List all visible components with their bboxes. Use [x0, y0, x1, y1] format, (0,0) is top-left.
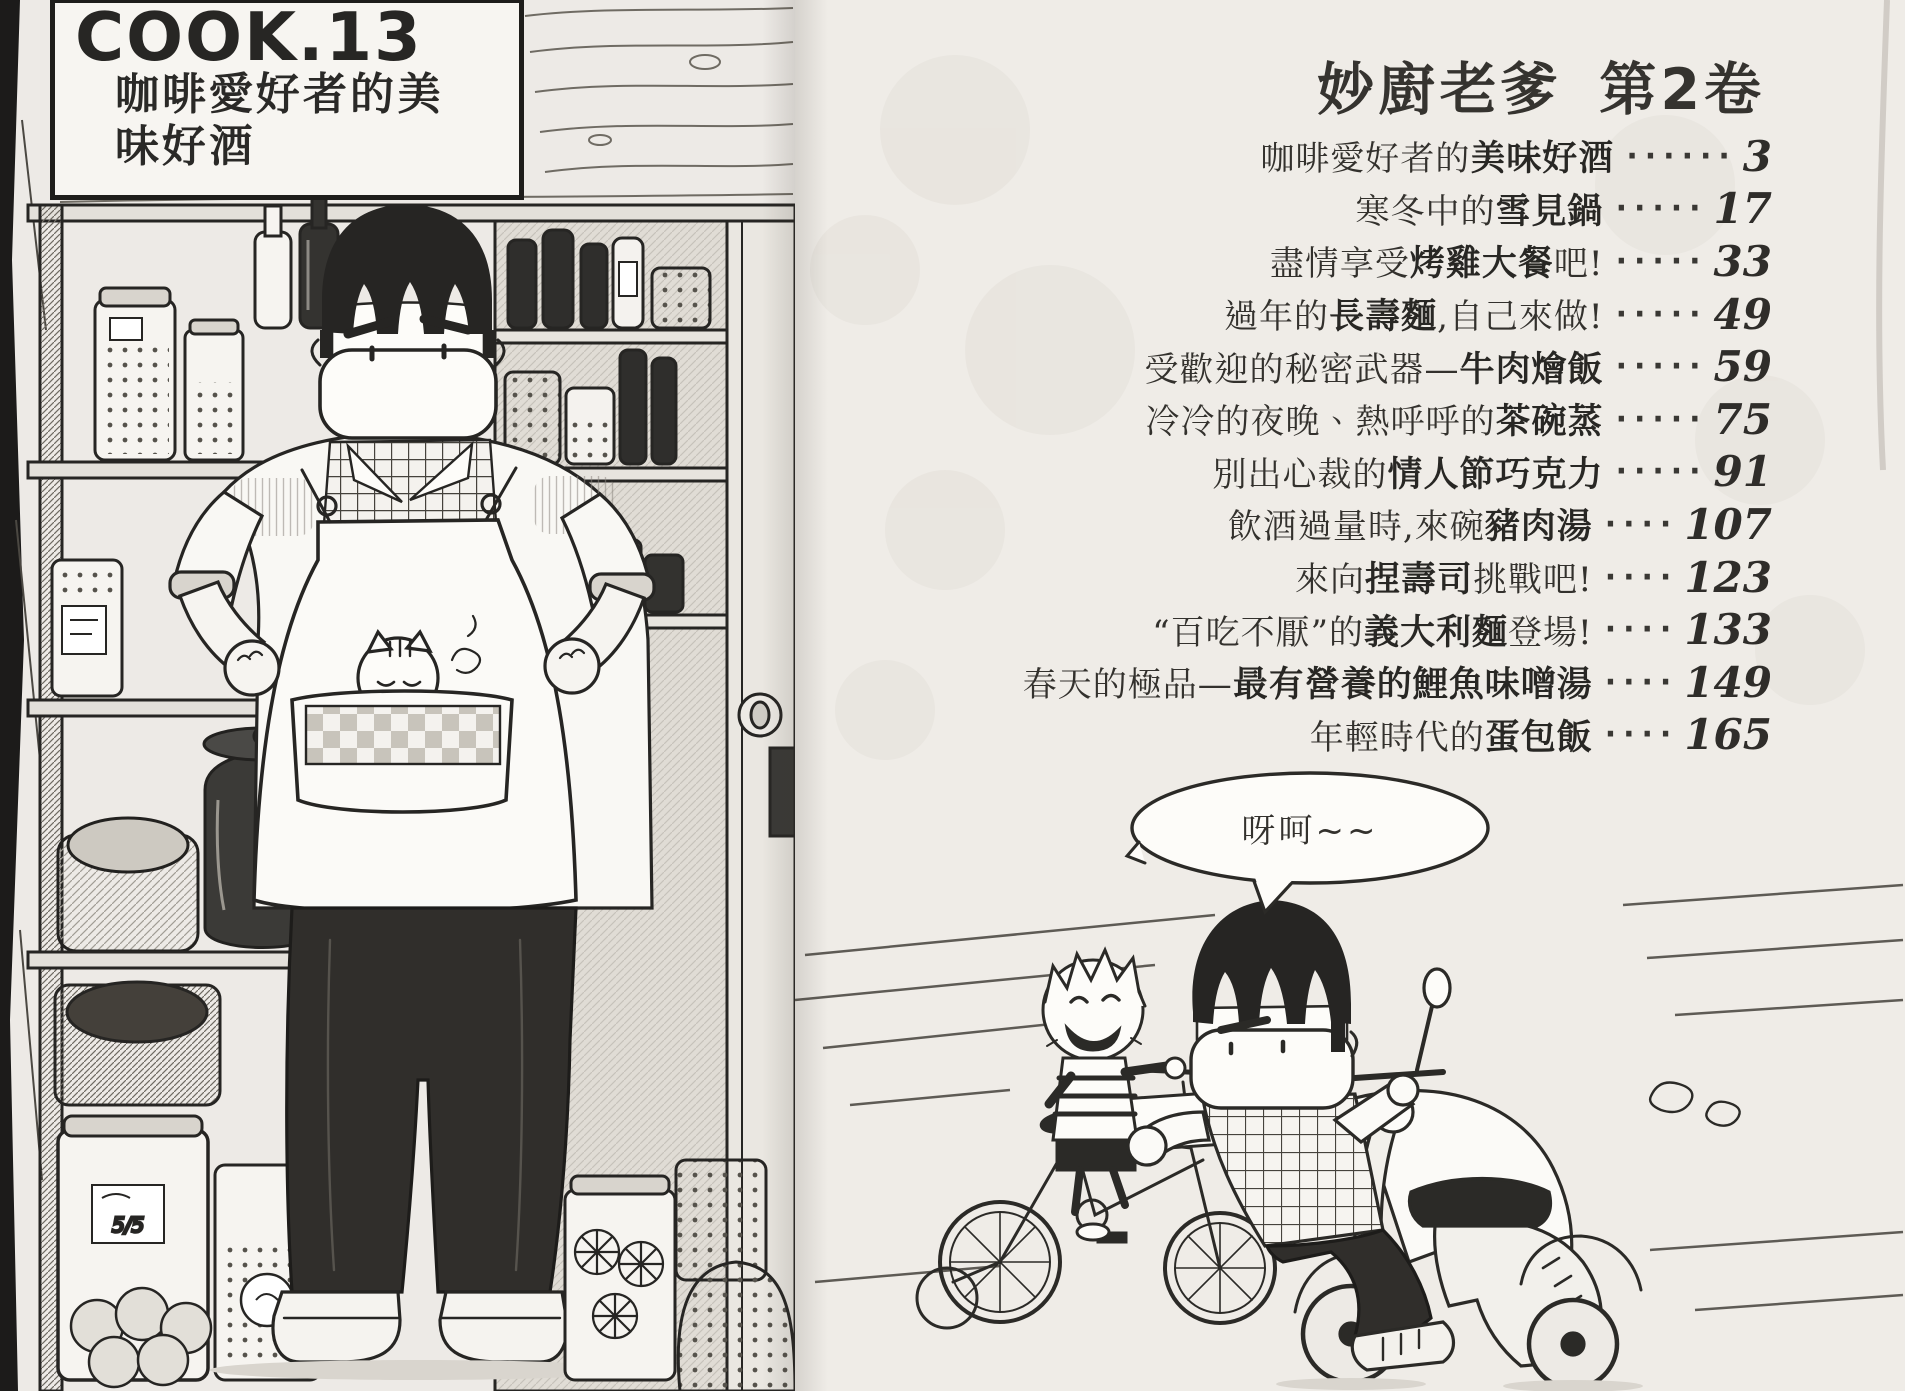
toc-entry-title: [1228, 499, 1593, 549]
toc-dish-name: 義大利麵: [1364, 612, 1509, 653]
toc-title-segment: 挑戰吧!: [1473, 560, 1593, 601]
jar-label: 5/5: [112, 1213, 145, 1237]
mid-left-jar: [52, 560, 122, 696]
toc-dot-leader: ·····: [1615, 349, 1708, 385]
toc-title-segment: 春天的極品—: [1022, 665, 1233, 706]
toc-dot-leader: ····: [1604, 612, 1679, 648]
fruit-jar: [58, 1116, 211, 1387]
toc-dish-name: 最有營養的鯉魚味噌湯: [1232, 665, 1593, 706]
toc-dish-name: 烤雞大餐: [1409, 244, 1554, 285]
toc-entry-title: [1023, 657, 1593, 707]
chapter-title-box: [50, 0, 524, 200]
toc-row: [1310, 709, 1772, 762]
toc-row: [1145, 340, 1772, 393]
chef-head: [312, 204, 504, 438]
toc-dot-leader: ····: [1604, 559, 1679, 595]
toc-row: [1023, 656, 1772, 709]
toc-entry-title: [1295, 552, 1593, 602]
toc-dish-name: 茶碗蒸: [1495, 402, 1604, 443]
toc-title-segment: 寒冬中的: [1355, 191, 1496, 232]
chapter-number: COOK.13: [75, 0, 423, 76]
toc-title-segment: “百吃不厭”的: [1152, 612, 1365, 653]
chapter-title-line1: 咖啡愛好者的美: [115, 69, 444, 120]
toc-title-segment: 飲酒過量時,來碗: [1227, 507, 1485, 548]
chapter-title-line2: 味好酒: [115, 121, 256, 172]
book-title: [1317, 44, 1765, 126]
toc-dot-leader: ····: [1604, 717, 1679, 753]
toc-entry-title: [1145, 342, 1604, 392]
toc-title-segment: 盡情享受: [1269, 244, 1410, 285]
toc-row: [1270, 235, 1772, 288]
toc-dish-name: 豬肉湯: [1484, 507, 1593, 548]
toc-row: [1356, 183, 1772, 236]
toc-entry-title: [1213, 447, 1604, 497]
toc-title-segment: 登場!: [1508, 612, 1593, 653]
toc-page-number: 91: [1713, 447, 1772, 497]
toc-page-number: 17: [1713, 184, 1772, 234]
toc-page-number: 3: [1742, 131, 1772, 181]
toc-dish-name: 捏壽司: [1365, 560, 1474, 601]
toc-title-segment: 過年的: [1224, 297, 1330, 338]
toc-title-segment: ,自己來做!: [1437, 297, 1604, 338]
toc-entry-title: [1146, 394, 1604, 444]
toc-page-number: 75: [1713, 394, 1772, 444]
toc-page-number: 149: [1684, 657, 1772, 707]
left-page-illustration: [0, 0, 795, 1391]
toc-dish-name: 美味好酒: [1470, 139, 1615, 180]
volume-label: 第2卷: [1599, 57, 1765, 123]
toc-dot-leader: ·····: [1615, 296, 1708, 332]
toc-page-number: 107: [1684, 499, 1772, 549]
toc-row: [1228, 498, 1772, 551]
toc-dot-leader: ·····: [1615, 454, 1708, 490]
toc-entry-title: [1152, 605, 1592, 655]
toc-dot-leader: ·····: [1615, 243, 1708, 279]
toc-entry-title: [1270, 236, 1604, 286]
toc-entry-title: [1224, 289, 1604, 339]
toc-title-segment: 咖啡愛好者的: [1260, 139, 1471, 180]
right-page: [795, 0, 1905, 1391]
toc-row: [1213, 446, 1772, 499]
toc-entry-title: [1310, 710, 1593, 760]
toc-dot-leader: ····: [1604, 664, 1679, 700]
speech-bubble-text: 呀呵~~: [1241, 811, 1379, 851]
toc-page-number: 123: [1684, 552, 1772, 602]
book-title-text: 妙廚老爹: [1317, 57, 1562, 123]
toc-page-number: 165: [1684, 710, 1772, 760]
left-page: [0, 0, 795, 1391]
toc-row: [1260, 130, 1772, 183]
foreground-jars: [565, 1160, 795, 1391]
toc-dish-name: 牛肉燴飯: [1459, 349, 1604, 390]
toc-title-segment: 冷冷的夜晚、熱呼呼的: [1145, 402, 1496, 443]
toc-entry-title: [1260, 131, 1614, 181]
toc-dish-name: 情人節巧克力: [1387, 454, 1604, 495]
toc-row: [1152, 603, 1772, 656]
toc-dot-leader: ····: [1604, 506, 1679, 542]
toc-page-number: 59: [1713, 342, 1772, 392]
toc-list: [1023, 130, 1772, 761]
toc-title-segment: 別出心裁的: [1212, 454, 1388, 495]
toc-row: [1224, 288, 1772, 341]
toc-row: [1295, 551, 1772, 604]
toc-dish-name: 雪見鍋: [1495, 191, 1604, 232]
toc-entry-title: [1356, 184, 1604, 234]
toc-dish-name: 蛋包飯: [1484, 717, 1593, 758]
toc-page-number: 49: [1713, 289, 1772, 339]
toc-title-segment: 受歡迎的秘密武器—: [1144, 349, 1460, 390]
toc-title-segment: 來向: [1295, 560, 1366, 601]
toc-row: [1146, 393, 1772, 446]
page-gutter: [762, 0, 828, 1391]
toc-page-number: 133: [1684, 605, 1772, 655]
toc-dot-leader: ·····: [1615, 401, 1708, 437]
toc-title-segment: 年輕時代的: [1309, 717, 1485, 758]
toc-dot-leader: ······: [1626, 138, 1737, 174]
toc-dish-name: 長壽麵: [1329, 297, 1438, 338]
toc-title-segment: 吧!: [1553, 244, 1604, 285]
toc-page-number: 33: [1713, 236, 1772, 286]
toc-dot-leader: ·····: [1615, 191, 1708, 227]
lemon-jar: [565, 1176, 675, 1380]
